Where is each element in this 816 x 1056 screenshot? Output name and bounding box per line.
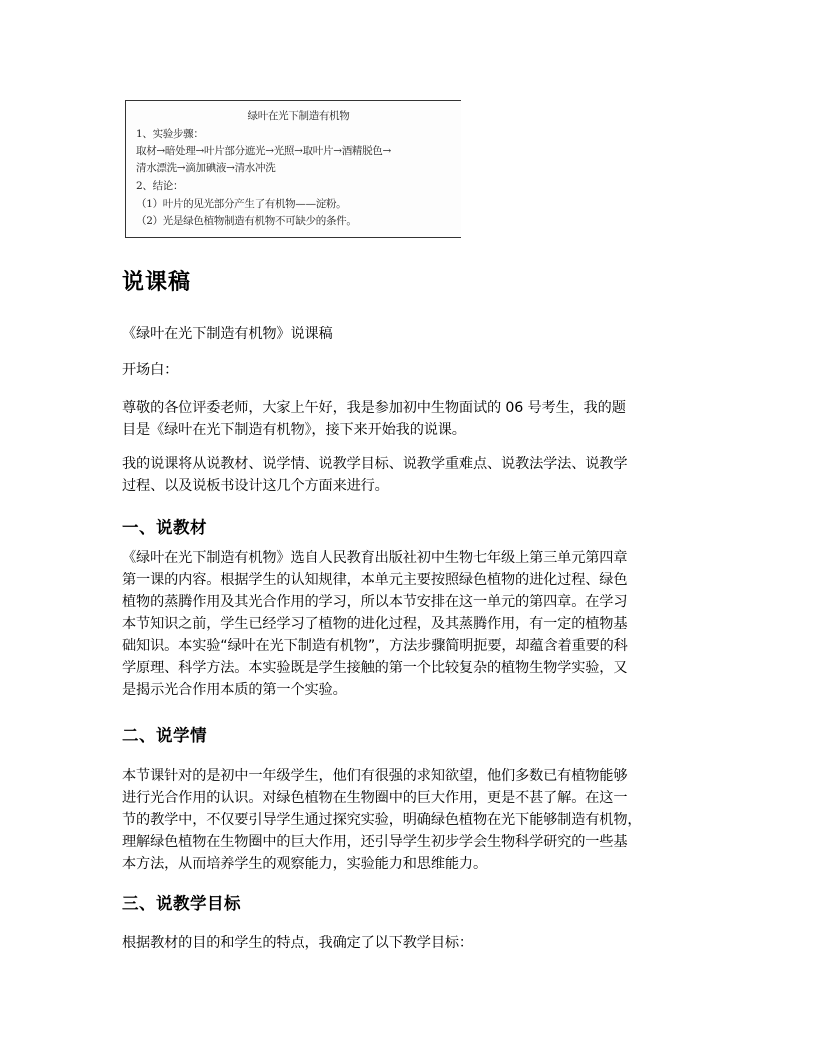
subtitle [122, 323, 697, 345]
paragraph-line: 第一课的内容。根据学生的认知规律，本单元主要按照绿色植物的进化过程、绿色 [122, 572, 628, 588]
greeting-paragraph [122, 397, 697, 441]
board-title: 绿叶在光下制造有机物 [247, 110, 350, 122]
opening-label [122, 359, 697, 381]
objectives-intro [122, 932, 697, 954]
paragraph-line: 学原理、科学方法。本实验既是学生接触的第一个比较复杂的植物生物学实验，又 [122, 660, 628, 676]
paragraph-line: 尊敬的各位评委老师，大家上午好，我是参加初中生物面试的 06 号考生，我的题 [122, 400, 626, 416]
board-line: （2）光是绿色植物制造有机物不可缺少的条件。 [136, 215, 357, 227]
blackboard-summary-image [125, 100, 461, 238]
board-line: 清水漂洗→滴加碘液→清水冲洗 [136, 162, 276, 174]
board-line: 1、实验步骤： [136, 128, 204, 140]
page-title: 说课稿 [122, 270, 192, 295]
paragraph-line: 根据教材的目的和学生的特点，我确定了以下教学目标： [122, 935, 473, 951]
paragraph-line: 本节知识之前，学生已经学习了植物的进化过程，及其蒸腾作用，有一定的植物基 [122, 616, 628, 632]
paragraph-line: 节的教学中，不仅要引导学生通过探究实验，明确绿色植物在光下能够制造有机物， [122, 812, 642, 828]
paragraph-line: 过程、以及说板书设计这几个方面来进行。 [122, 478, 389, 494]
paragraph-line: 本节课针对的是初中一年级学生，他们有很强的求知欲望，他们多数已有植物能够 [122, 768, 628, 784]
board-line: 2、结论： [136, 180, 184, 192]
paragraph-line: 我的说课将从说教材、说学情、说教学目标、说教学重难点、说教法学法、说教学 [122, 456, 628, 472]
opening-label-text: 开场白： [122, 362, 179, 378]
board-line: （1）叶片的见光部分产生了有机物——淀粉。 [136, 198, 347, 210]
section-heading-students: 二、说学情 [122, 726, 207, 745]
students-paragraph [122, 765, 697, 875]
section-heading-textbook: 一、说教材 [122, 518, 207, 537]
board-line: 取材→暗处理→叶片部分遮光→光照→取叶片→酒精脱色→ [136, 145, 391, 157]
paragraph-line: 理解绿色植物在生物圈中的巨大作用，还引导学生初步学会生物科学研究的一些基 [122, 834, 628, 850]
outline-paragraph [122, 453, 697, 497]
paragraph-line: 植物的蒸腾作用及其光合作用的学习，所以本节安排在这一单元的第四章。在学习 [122, 594, 628, 610]
paragraph-line: 《绿叶在光下制造有机物》选自人民教育出版社初中生物七年级上第三单元第四章 [122, 550, 628, 566]
section-heading-objectives: 三、说教学目标 [122, 894, 241, 913]
paragraph-line: 本方法，从而培养学生的观察能力，实验能力和思维能力。 [122, 856, 487, 872]
subtitle-text: 《绿叶在光下制造有机物》说课稿 [122, 326, 333, 342]
textbook-paragraph [122, 547, 697, 701]
paragraph-line: 进行光合作用的认识。对绿色植物在生物圈中的巨大作用，更是不甚了解。在这一 [122, 790, 628, 806]
paragraph-line: 是揭示光合作用本质的第一个实验。 [122, 682, 347, 698]
paragraph-line: 目是《绿叶在光下制造有机物》，接下来开始我的说课。 [122, 422, 466, 438]
paragraph-line: 础知识。本实验“绿叶在光下制造有机物”，方法步骤简明扼要，却蕴含着重要的科 [122, 638, 628, 654]
